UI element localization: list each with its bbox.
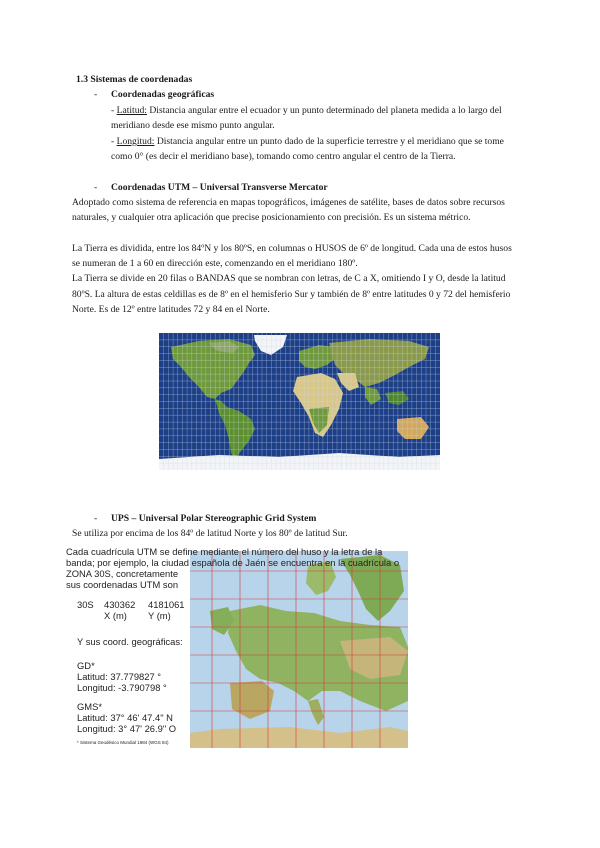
ups-text: Se utiliza por encima de los 84º de latitud Norte y los 80º de latitud Sur.	[72, 528, 348, 539]
utm-paragraph-1b: naturales, y cualquier otra aplicación que precise posicionamiento con precisión. Es un sistema métrico.	[72, 212, 471, 223]
example-line-1: Cada cuadrícula UTM se define mediante el número del huso y la letra de la	[66, 546, 383, 557]
utm-paragraph-2: La Tierra es dividida, entre los 84ºN y los 80ºS, en columnas o HUSOS de 6º de longitud. Cada una de estos husos	[72, 243, 512, 254]
utm-heading: Coordenadas UTM – Universal Transverse Mercator	[111, 182, 328, 193]
footnote: * Sistema Geodésico Mundial 1984 (WGS 84)	[77, 740, 169, 745]
utm-grid	[159, 333, 440, 470]
geo-bullet: -	[94, 89, 98, 100]
ups-bullet: -	[94, 513, 98, 524]
utm-paragraph-2b: se numeran de 1 a 60 en dirección este, comenzando en el meridiano 180º.	[72, 258, 358, 269]
longitude-dash: -	[111, 136, 117, 147]
example-line-4: sus coordenadas UTM son	[66, 579, 179, 590]
gms-title: GMS*	[77, 701, 103, 712]
utm-y-label: Y (m)	[148, 610, 171, 621]
utm-world-map	[159, 333, 440, 470]
latitude-term: Latitud:	[116, 105, 147, 116]
utm-x-value: 430362	[104, 599, 136, 610]
utm-paragraph-3c: Norte. Es de 12º entre latitudes 72 y 84 en el Norte.	[72, 304, 270, 315]
longitude-text: Distancia angular entre un punto dado de la superficie terrestre y el meridiano que se tome	[154, 136, 504, 147]
longitude-definition	[111, 134, 504, 149]
utm-y-value: 4181061	[148, 599, 185, 610]
ups-heading: UPS – Universal Polar Stereographic Grid System	[111, 513, 317, 524]
utm-paragraph-1: Adoptado como sistema de referencia en mapas topográficos, imágenes de satélite, bases de datos sobre recursos	[72, 197, 505, 208]
utm-paragraph-3: La Tierra se divide en 20 filas o BANDAS que se nombran con letras, de C a X, omitiendo I y O, desde la latitud	[72, 273, 506, 284]
utm-x-label: X (m)	[104, 610, 127, 621]
gd-longitude: Longitud: -3.790798 °	[77, 682, 167, 693]
gms-latitude: Latitud: 37° 46' 47.4" N	[77, 712, 173, 723]
latitude-definition: - Latitud: Distancia angular entre el ecuador y un punto determinado del planeta medida a lo largo del	[111, 105, 502, 116]
geo-heading: Coordenadas geográficas	[111, 89, 215, 100]
section-heading: 1.3 Sistemas de coordenadas	[76, 74, 193, 85]
gd-title: GD*	[77, 660, 95, 671]
example-line-2: banda; por ejemplo, la ciudad española de Jaén se encuentra en la cuadrícula o	[66, 557, 400, 568]
longitude-term: Longitud:	[116, 136, 155, 147]
gd-latitude: Latitud: 37.779827 °	[77, 671, 162, 682]
longitude-text-2: como 0° (es decir el meridiano base), tomando como centro angular el centro de la Tierra.	[111, 151, 456, 162]
europe-utm-map	[190, 551, 408, 748]
utm-paragraph-3b: 80ºS. La altura de estas celdillas es de 8º en el hemisferio Sur y también de 8º entre latitudes 0 y 72 del hemisferio	[72, 289, 511, 300]
utm-bullet: -	[94, 182, 98, 193]
latitude-text: Distancia angular entre el ecuador y un punto determinado del planeta medida a lo largo del	[146, 105, 502, 116]
north-africa	[190, 727, 408, 748]
example-line-3: ZONA 30S, concretamente	[66, 568, 179, 579]
geo-coords-label: Y sus coord. geográficas:	[77, 636, 183, 647]
utm-zone: 30S	[77, 599, 94, 610]
latitude-text-2: meridiano desde ese mismo punto angular.	[111, 120, 275, 131]
gms-longitude: Longitud: 3° 47' 26.9" O	[77, 723, 177, 734]
